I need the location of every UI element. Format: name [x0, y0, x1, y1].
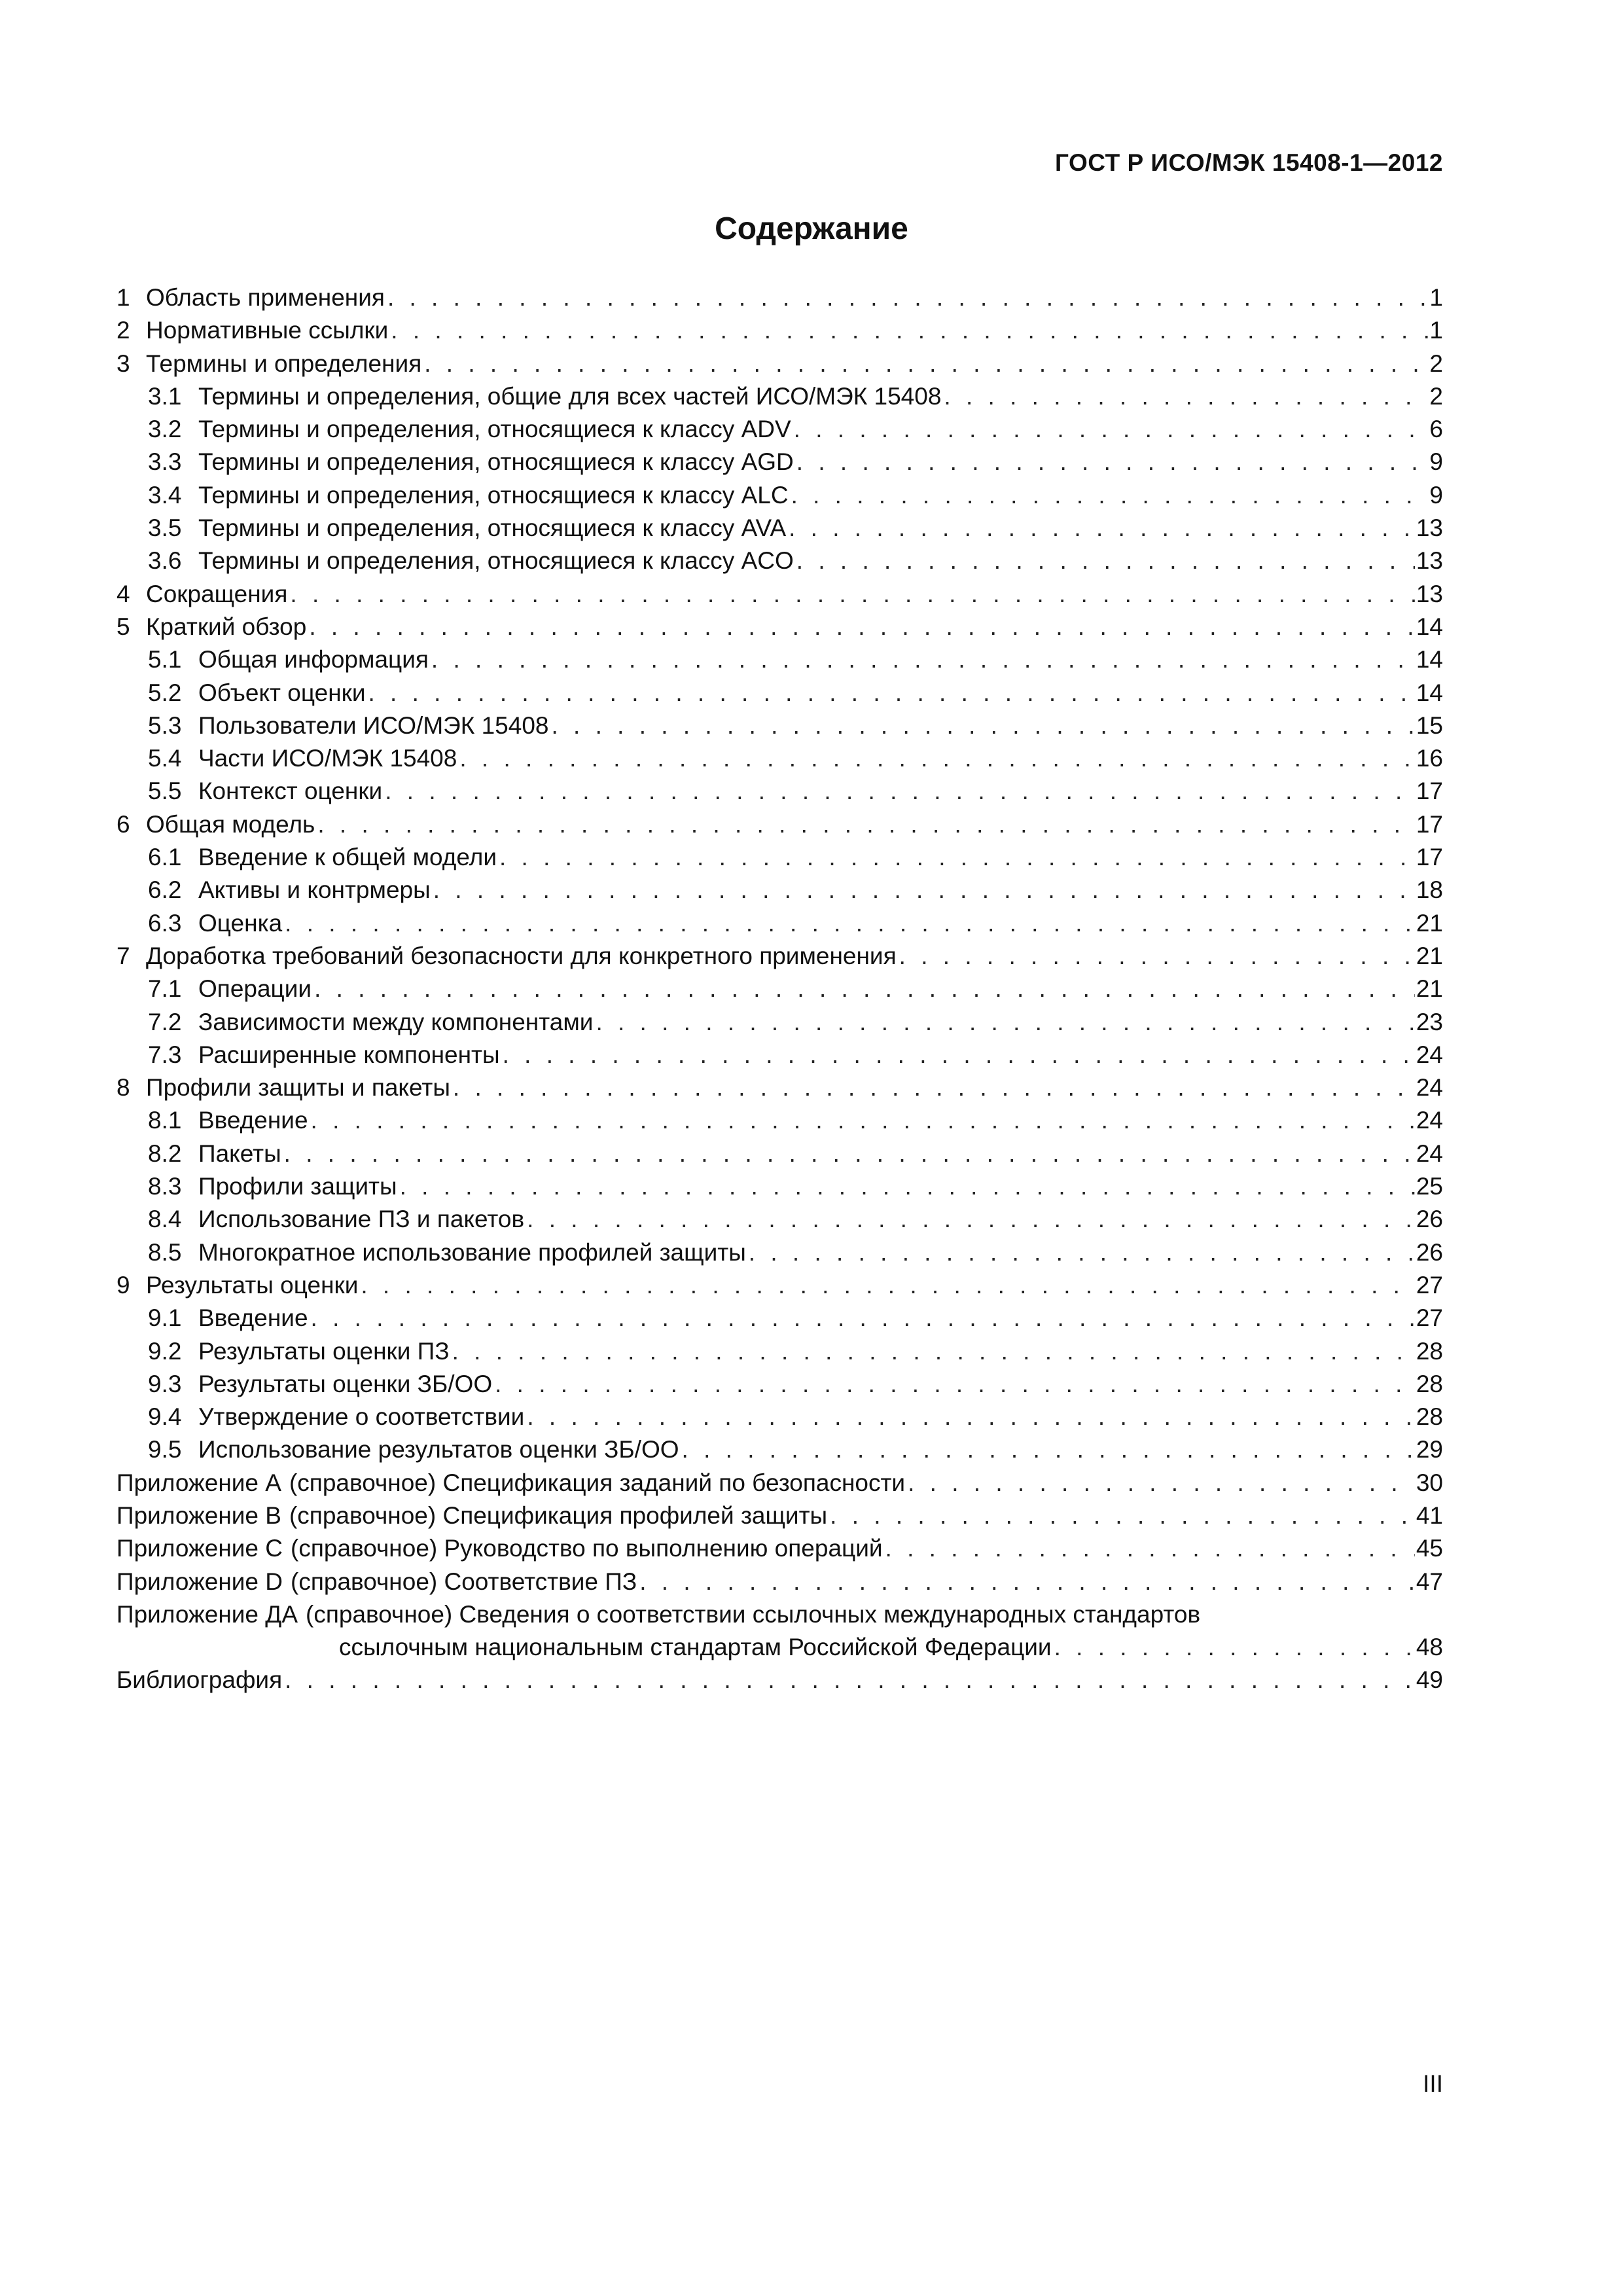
- toc-entry-number: 6.1: [148, 844, 182, 871]
- toc-entry-title: Профили защиты: [198, 1173, 397, 1200]
- toc-subentry[interactable]: [116, 380, 1443, 413]
- toc-entry-page: 28: [1416, 1337, 1443, 1365]
- toc-entry-title: Введение к общей модели: [198, 844, 497, 871]
- toc-dot-leader: [452, 1335, 1415, 1368]
- page-title: Содержание: [715, 211, 908, 246]
- toc-entry-title: Профили защиты и пакеты: [146, 1074, 450, 1102]
- toc-dot-leader: [791, 479, 1429, 512]
- toc-entry-page: 6: [1429, 416, 1443, 443]
- toc-entry-page: 13: [1416, 547, 1443, 575]
- toc-entry[interactable]: [116, 940, 1443, 973]
- toc-entry-number: 8.5: [148, 1238, 182, 1266]
- toc-entry-page: 45: [1416, 1535, 1443, 1562]
- toc-entry-title: Зависимости между компонентами: [198, 1008, 594, 1035]
- toc-dot-leader: [527, 1401, 1415, 1433]
- toc-entry-number: 8.1: [148, 1107, 182, 1134]
- toc-entry-title: Использование результатов оценки ЗБ/ОО: [198, 1436, 679, 1463]
- toc-entry-number: 5.5: [148, 778, 182, 805]
- toc-entry-title: Термины и определения, общие для всех частей ИСО/МЭК 15408: [198, 382, 942, 410]
- toc-dot-leader: [385, 775, 1415, 808]
- toc-dot-leader: [311, 1104, 1415, 1137]
- toc-entry-page: 47: [1416, 1568, 1443, 1595]
- toc-entry-page: 13: [1416, 514, 1443, 542]
- toc-dot-leader: [433, 874, 1415, 906]
- toc-entry-number: 4: [116, 580, 130, 607]
- toc-dot-leader: [285, 1664, 1415, 1696]
- toc-entry-page: 18: [1416, 876, 1443, 904]
- toc-entry-page: 23: [1416, 1008, 1443, 1035]
- toc-entry-title: Термины и определения, относящиеся к классу ADV: [198, 416, 791, 443]
- toc-entry-title: Доработка требований безопасности для конкретного применения: [146, 942, 897, 969]
- toc-dot-leader: [499, 841, 1415, 874]
- toc-entry-page: 16: [1416, 745, 1443, 772]
- toc-entry-title: Сокращения: [146, 580, 288, 607]
- toc-subentry[interactable]: [116, 512, 1443, 545]
- toc-subentry[interactable]: [116, 742, 1443, 775]
- toc-entry[interactable]: [116, 1499, 1443, 1532]
- table-of-contents: [116, 281, 1443, 1697]
- toc-entry-page: 2: [1429, 382, 1443, 410]
- toc-entry-page: 17: [1416, 844, 1443, 871]
- toc-entry-page: 2: [1429, 350, 1443, 377]
- toc-dot-leader: [391, 314, 1428, 347]
- toc-entry-title-continuation: ссылочным национальным стандартам Российской Федерации: [339, 1634, 1052, 1661]
- toc-entry-title: Термины и определения, относящиеся к классу ACO: [198, 547, 794, 575]
- toc-dot-leader: [317, 808, 1415, 841]
- toc-entry-number: Приложение А: [116, 1469, 281, 1496]
- toc-entry-page: 24: [1416, 1041, 1443, 1068]
- toc-entry-title: Использование ПЗ и пакетов: [198, 1206, 525, 1233]
- toc-subentry[interactable]: [116, 1433, 1443, 1466]
- toc-entry-number: 3.5: [148, 514, 182, 542]
- toc-subentry[interactable]: [116, 413, 1443, 446]
- toc-dot-leader: [459, 742, 1415, 775]
- toc-dot-leader: [794, 413, 1429, 446]
- toc-subentry[interactable]: [116, 1401, 1443, 1433]
- toc-entry-page: 49: [1416, 1666, 1443, 1694]
- toc-entry-page: 21: [1416, 942, 1443, 969]
- toc-entry-title: (справочное) Руководство по выполнению операций: [291, 1535, 883, 1562]
- toc-entry-page: 1: [1429, 317, 1443, 344]
- toc-dot-leader: [495, 1368, 1415, 1401]
- toc-entry-number: 9.1: [148, 1304, 182, 1332]
- toc-entry-title: Общая информация: [198, 646, 429, 673]
- toc-entry-page: 24: [1416, 1074, 1443, 1102]
- toc-entry-title: Оценка: [198, 909, 283, 937]
- toc-subentry[interactable]: [116, 479, 1443, 512]
- toc-entry[interactable]: [116, 1598, 1443, 1631]
- document-standard-header: ГОСТ Р ИСО/МЭК 15408-1—2012: [1055, 149, 1443, 176]
- toc-dot-leader: [527, 1203, 1415, 1236]
- toc-entry-page: 41: [1416, 1501, 1443, 1529]
- toc-entry-page: 28: [1416, 1403, 1443, 1431]
- toc-entry-title: Активы и контрмеры: [198, 876, 431, 904]
- toc-entry-number: 3.6: [148, 547, 182, 575]
- toc-entry-page: 9: [1429, 448, 1443, 476]
- toc-entry-number: Приложение В: [116, 1501, 281, 1529]
- toc-dot-leader: [789, 512, 1415, 545]
- toc-dot-leader: [387, 281, 1428, 314]
- toc-entry-page: 27: [1416, 1271, 1443, 1299]
- toc-subentry[interactable]: [116, 643, 1443, 676]
- toc-entry-title: Область применения: [146, 284, 385, 311]
- toc-entry-number: 9.4: [148, 1403, 182, 1431]
- toc-entry[interactable]: [116, 808, 1443, 841]
- toc-dot-leader: [796, 446, 1429, 478]
- toc-entry-title: Утверждение о соответствии: [198, 1403, 525, 1431]
- page-number: III: [1423, 2070, 1443, 2097]
- toc-entry-page: 30: [1416, 1469, 1443, 1496]
- toc-dot-leader: [796, 545, 1415, 577]
- toc-entry-number: 5.4: [148, 745, 182, 772]
- toc-entry-page: 13: [1416, 580, 1443, 607]
- toc-entry-page: 29: [1416, 1436, 1443, 1463]
- toc-entry[interactable]: [116, 1269, 1443, 1302]
- toc-dot-leader: [551, 709, 1414, 742]
- toc-entry-page: 17: [1416, 778, 1443, 805]
- toc-entry-number: 2: [116, 317, 130, 344]
- toc-entry-page: 24: [1416, 1107, 1443, 1134]
- toc-entry-page: 21: [1416, 909, 1443, 937]
- toc-entry-title: Краткий обзор: [146, 613, 307, 640]
- toc-entry-number: 3: [116, 350, 130, 377]
- toc-dot-leader: [830, 1499, 1415, 1532]
- toc-dot-leader: [284, 1138, 1415, 1170]
- toc-subentry[interactable]: [116, 677, 1443, 709]
- toc-entry-title: Библиография: [116, 1666, 283, 1694]
- toc-dot-leader: [424, 348, 1428, 380]
- toc-subentry[interactable]: [116, 1138, 1443, 1170]
- toc-entry[interactable]: [116, 348, 1443, 380]
- toc-entry-title: Общая модель: [146, 810, 315, 838]
- toc-subentry[interactable]: [116, 446, 1443, 478]
- toc-entry-number: 9.3: [148, 1370, 182, 1397]
- toc-entry-title: Контекст оценки: [198, 778, 383, 805]
- toc-dot-leader: [596, 1006, 1414, 1039]
- toc-entry-page: 25: [1416, 1173, 1443, 1200]
- toc-entry-title: Пользователи ИСО/МЭК 15408: [198, 711, 549, 739]
- toc-entry[interactable]: [116, 1467, 1443, 1499]
- toc-subentry[interactable]: [116, 1006, 1443, 1039]
- toc-entry-page: 17: [1416, 810, 1443, 838]
- toc-entry[interactable]: [116, 1566, 1443, 1598]
- toc-subentry[interactable]: [116, 841, 1443, 874]
- toc-entry-number: 8.3: [148, 1173, 182, 1200]
- toc-subentry[interactable]: [116, 1368, 1443, 1401]
- toc-entry-title: (справочное) Сведения о соответствии ссылочных международных стандартов: [306, 1600, 1201, 1628]
- toc-dot-leader: [1054, 1631, 1415, 1664]
- toc-entry-number: Приложение D: [116, 1568, 283, 1595]
- toc-entry-number: 3.4: [148, 481, 182, 509]
- toc-dot-leader: [290, 578, 1414, 611]
- toc-entry-page: 28: [1416, 1370, 1443, 1397]
- toc-entry-number: 7.2: [148, 1008, 182, 1035]
- toc-entry-title: Расширенные компоненты: [198, 1041, 500, 1068]
- toc-entry-number: 3.1: [148, 382, 182, 410]
- toc-entry-page: 1: [1429, 284, 1443, 311]
- toc-entry-title: Введение: [198, 1107, 308, 1134]
- toc-entry-page: 26: [1416, 1206, 1443, 1233]
- toc-dot-leader: [309, 611, 1415, 643]
- toc-dot-leader: [361, 1269, 1414, 1302]
- toc-entry-title: Термины и определения, относящиеся к классу ALC: [198, 481, 789, 509]
- toc-dot-leader: [944, 380, 1428, 413]
- toc-entry-number: 5.2: [148, 679, 182, 706]
- toc-entry-title: Части ИСО/МЭК 15408: [198, 745, 457, 772]
- toc-subentry[interactable]: [116, 1203, 1443, 1236]
- toc-entry-number: 5.3: [148, 711, 182, 739]
- toc-entry-number: 9: [116, 1271, 130, 1299]
- toc-subentry[interactable]: [116, 1335, 1443, 1368]
- toc-subentry[interactable]: [116, 709, 1443, 742]
- toc-dot-leader: [311, 1302, 1415, 1335]
- toc-dot-leader: [908, 1467, 1415, 1499]
- toc-subentry[interactable]: [116, 1302, 1443, 1335]
- toc-dot-leader: [368, 677, 1415, 709]
- toc-entry-title: (справочное) Спецификация заданий по безопасности: [289, 1469, 906, 1496]
- toc-dot-leader: [885, 1532, 1415, 1565]
- toc-entry-page: 14: [1416, 679, 1443, 706]
- toc-entry[interactable]: [116, 1071, 1443, 1104]
- toc-dot-leader: [314, 973, 1415, 1005]
- toc-entry-number: 9.5: [148, 1436, 182, 1463]
- toc-subentry[interactable]: [116, 775, 1443, 808]
- toc-entry[interactable]: [116, 1532, 1443, 1565]
- toc-subentry[interactable]: [116, 907, 1443, 940]
- toc-entry-number: 7: [116, 942, 130, 969]
- toc-entry-number: 8: [116, 1074, 130, 1102]
- toc-entry-title: Результаты оценки ПЗ: [198, 1337, 450, 1365]
- toc-entry[interactable]: [116, 1664, 1443, 1696]
- toc-subentry[interactable]: [116, 545, 1443, 577]
- toc-entry-number: 7.3: [148, 1041, 182, 1068]
- toc-entry-title: (справочное) Спецификация профилей защиты: [289, 1501, 828, 1529]
- toc-entry-page: 26: [1416, 1238, 1443, 1266]
- toc-dot-leader: [749, 1236, 1415, 1269]
- toc-entry-page: 24: [1416, 1139, 1443, 1167]
- toc-entry-number: 3.2: [148, 416, 182, 443]
- toc-dot-leader: [639, 1566, 1415, 1598]
- toc-entry-title: (справочное) Соответствие ПЗ: [291, 1568, 637, 1595]
- toc-entry[interactable]: [116, 281, 1443, 314]
- toc-entry-continuation[interactable]: [116, 1631, 1443, 1664]
- toc-entry-title: Пакеты: [198, 1139, 281, 1167]
- toc-entry-number: 6.2: [148, 876, 182, 904]
- toc-entry-number: 9.2: [148, 1337, 182, 1365]
- toc-entry-page: 21: [1416, 975, 1443, 1003]
- toc-entry-number: 8.4: [148, 1206, 182, 1233]
- toc-dot-leader: [285, 907, 1415, 940]
- toc-entry-number: 6.3: [148, 909, 182, 937]
- toc-entry[interactable]: [116, 578, 1443, 611]
- toc-subentry[interactable]: [116, 874, 1443, 906]
- toc-entry-number: Приложение С: [116, 1535, 283, 1562]
- toc-entry-title: Термины и определения, относящиеся к классу AVA: [198, 514, 787, 542]
- toc-entry-number: 5: [116, 613, 130, 640]
- toc-entry-page: 14: [1416, 646, 1443, 673]
- toc-subentry[interactable]: [116, 1170, 1443, 1203]
- toc-entry-title: Объект оценки: [198, 679, 366, 706]
- toc-dot-leader: [503, 1039, 1415, 1071]
- toc-entry-title: Многократное использование профилей защиты: [198, 1238, 746, 1266]
- toc-entry-page: 27: [1416, 1304, 1443, 1332]
- toc-entry[interactable]: [116, 314, 1443, 347]
- toc-entry-number: 6: [116, 810, 130, 838]
- toc-subentry[interactable]: [116, 1104, 1443, 1137]
- toc-subentry[interactable]: [116, 1039, 1443, 1071]
- toc-dot-leader: [682, 1433, 1415, 1466]
- toc-entry-page: 14: [1416, 613, 1443, 640]
- toc-subentry[interactable]: [116, 973, 1443, 1005]
- toc-entry-page: 9: [1429, 481, 1443, 509]
- toc-entry-title: Результаты оценки ЗБ/ОО: [198, 1370, 493, 1397]
- toc-dot-leader: [453, 1071, 1415, 1104]
- toc-dot-leader: [899, 940, 1415, 973]
- toc-entry-number: 3.3: [148, 448, 182, 476]
- toc-entry-number: 1: [116, 284, 130, 311]
- toc-entry-title: Термины и определения, относящиеся к классу AGD: [198, 448, 794, 476]
- toc-entry-title: Термины и определения: [146, 350, 422, 377]
- toc-subentry[interactable]: [116, 1236, 1443, 1269]
- toc-entry-title: Результаты оценки: [146, 1271, 359, 1299]
- toc-entry[interactable]: [116, 611, 1443, 643]
- toc-entry-page: 15: [1416, 711, 1443, 739]
- toc-entry-number: 8.2: [148, 1139, 182, 1167]
- toc-entry-number: Приложение ДА: [116, 1600, 298, 1628]
- toc-entry-title: Введение: [198, 1304, 308, 1332]
- toc-entry-page: 48: [1416, 1634, 1443, 1661]
- toc-entry-title: Операции: [198, 975, 312, 1003]
- toc-entry-title: Нормативные ссылки: [146, 317, 389, 344]
- toc-dot-leader: [431, 643, 1415, 676]
- toc-entry-number: 5.1: [148, 646, 182, 673]
- toc-entry-number: 7.1: [148, 975, 182, 1003]
- toc-dot-leader: [400, 1170, 1415, 1203]
